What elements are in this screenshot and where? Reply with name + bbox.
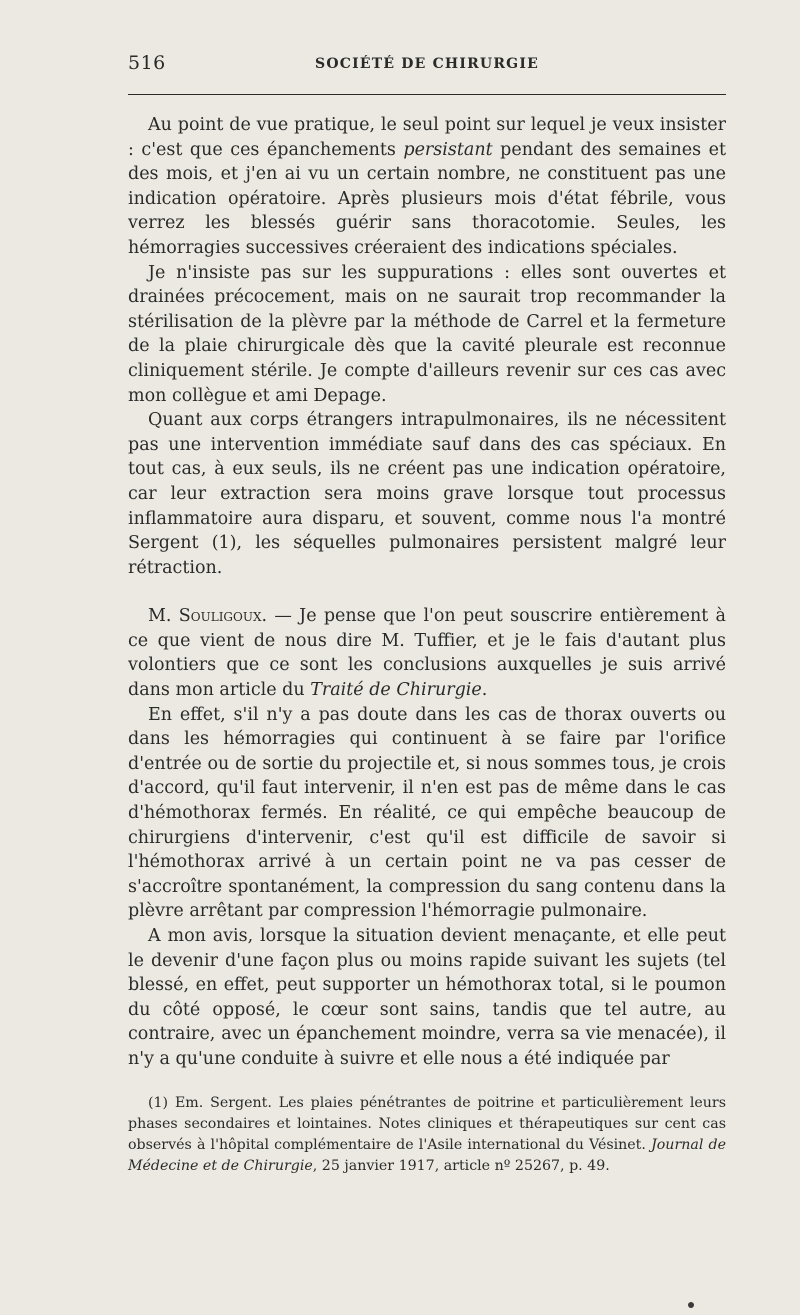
page-header: [128, 52, 726, 82]
speaker-name: Souligoux: [178, 606, 262, 627]
page-number: 516: [128, 52, 166, 74]
ink-dot: [688, 1302, 694, 1308]
paragraph-3: Quant aux corps étrangers intrapulmonaires, ils ne nécessitent pas une intervention immédiate sauf dans des cas spéciaux. En tout cas, à eux seuls, ils ne créent pas une indication opératoire, car leur extraction sera moins grave lorsque tout processus inflammatoire aura disparu, et souvent, comme nous l'a montré Sergent (1), les séquelles pulmonaires persistent malgré leur rétraction.: [128, 410, 726, 578]
paragraph-1: Au point de vue pratique, le seul point sur lequel je veux insister : c'est que ces épanchements persistant pendant des semaines et des mois, et j'en ai vu un certain nombre, ne constituent pas une indication opératoire. Après plusieurs mois d'état fébrile, vous verrez les blessés guérir sans thoracotomie. Seules, les hémorragies successives créeraient des indications spéciales.: [128, 115, 726, 258]
running-title: SOCIÉTÉ DE CHIRURGIE: [315, 56, 539, 72]
body-text: [128, 113, 726, 1072]
emphasis-title: Traité de Chirurgie: [310, 680, 482, 701]
footnote-1: (1) Em. Sergent. Les plaies pénétrantes de poitrine et particulièrement leurs phases secondaires et lointaines. Notes cliniques et thérapeutiques sur cent cas observés à l'hôpital complémentaire de l'Asile international du Vésinet. Journal de Médecine et de Chirurgie, 25 janvier 1917, article nº 25267, p. 49.: [128, 1095, 727, 1174]
footnote: [128, 1093, 726, 1177]
paragraph-2: Je n'insiste pas sur les suppurations : elles sont ouvertes et drainées précocement, mais on ne saurait trop recommander la stérilisation de la plèvre par la méthode de Carrel et la fermeture de la plaie chirurgicale dès que la cavité pleurale est reconnue cliniquement stérile. Je compte d'ailleurs revenir sur ces cas avec mon collègue et ami Depage.: [128, 262, 726, 406]
header-rule: [128, 94, 726, 95]
paragraph-4: M. Souligoux. — Je pense que l'on peut souscrire entièrement à ce que vient de nous dire M. Tuffier, et je le fais d'autant plus volontiers que ce sont les conclusions auxquelles je suis arrivé dans mon article du Traité de Chirurgie.: [128, 606, 726, 701]
paragraph-6: A mon avis, lorsque la situation devient menaçante, et elle peut le devenir d'une façon plus ou moins rapide suivant les sujets (tel blessé, en effet, peut supporter un hémothorax total, si le poumon du côté opposé, le cœur sont sains, tandis que tel autre, au contraire, avec un épanchement moindre, verra sa vie menacée), il n'y a qu'une conduite à suivre et elle nous a été indiquée par: [128, 926, 726, 1069]
paragraph-5: En effet, s'il n'y a pas doute dans les cas de thorax ouverts ou dans les hémorragies qui continuent à se faire par l'orifice d'entrée ou de sortie du projectile et, si nous sommes tous, je crois d'accord, qu'il faut intervenir, il n'en est pas de même dans le cas d'hémothorax fermés. En réalité, ce qui empêche beaucoup de chirurgiens d'intervenir, c'est qu'il est difficile de savoir si l'hémothorax arrivé à un certain point ne va pas cesser de s'accroître spontanément, la compression du sang contenu dans la plèvre arrêtant par compression l'hémorragie pulmonaire.: [128, 704, 726, 922]
journal-title: Journal de Médecine et de Chirurgie: [128, 1137, 727, 1174]
emphasis-persistant: persistant: [403, 139, 493, 160]
